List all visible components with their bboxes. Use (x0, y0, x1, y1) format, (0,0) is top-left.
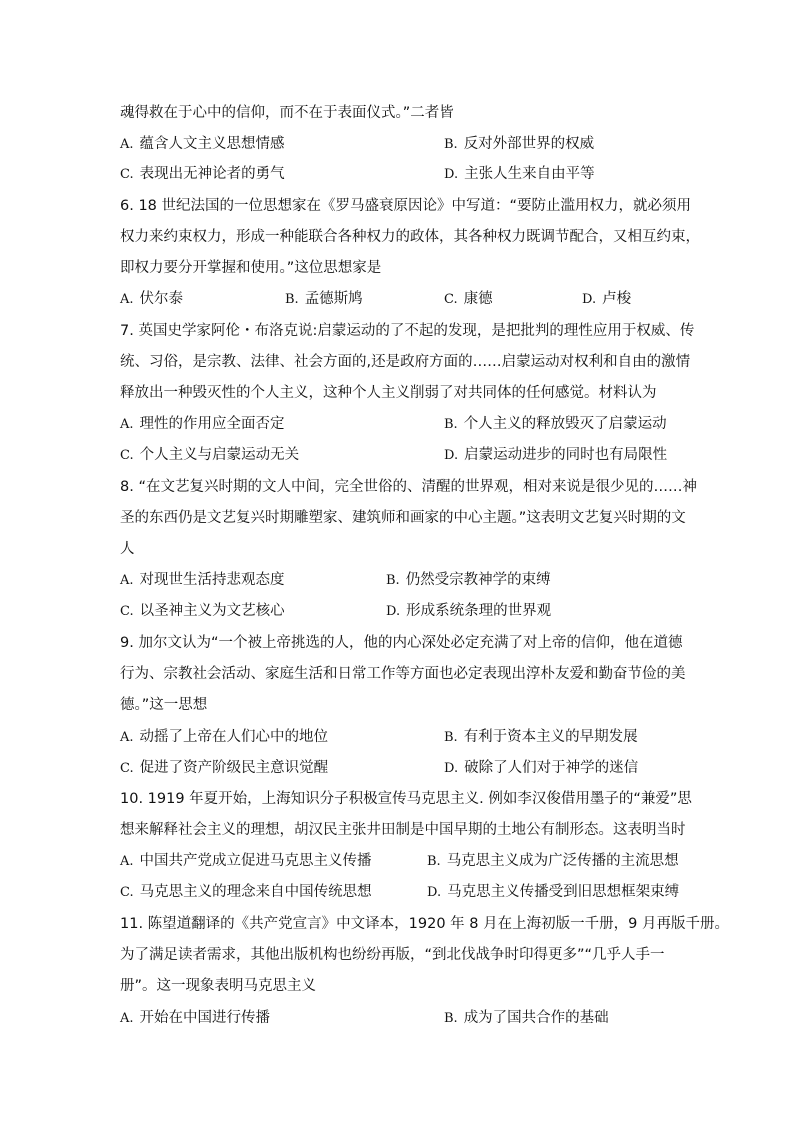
option-text: 马克思主义成为广泛传播的主流思想 (446, 853, 679, 869)
option-text: 个人主义与启蒙运动无关 (139, 447, 300, 463)
option-letter: B. (444, 1011, 458, 1026)
question-8-line-3: 人 (120, 541, 135, 557)
option-text: 康德 (463, 291, 493, 307)
option-letter: A. (120, 730, 134, 745)
q7-option-c (120, 445, 299, 466)
question-8-line-1: 8. “在文艺复兴时期的文人中间，完全世俗的、清醒的世界观，相对来说是很少见的……神 (120, 479, 697, 495)
option-text: 成为了国共合作的基础 (463, 1010, 609, 1026)
question-10-line-2: 想来解释社会主义的理想，胡汉民主张井田制是中国早期的土地公有制形态。这表明当时 (120, 822, 686, 838)
option-text: 伏尔泰 (139, 291, 184, 307)
question-6-line-2: 权力来约束权力，形成一种能联合各种权力的政体，其各种权力既调节配合，又相互约束， (120, 229, 700, 245)
option-text: 以圣神主义为文艺核心 (139, 603, 285, 619)
option-letter: D. (386, 604, 401, 619)
q10-option-a (120, 851, 372, 872)
option-letter: B. (444, 137, 458, 152)
option-text: 个人主义的释放毁灭了启蒙运动 (463, 416, 667, 432)
question-11-line-2: 为了满足读者需求，其他出版机构也纷纷再版，“到北伐战争时印得更多”“几乎人手一 (120, 947, 665, 963)
option-text: 促进了资产阶级民主意识觉醒 (139, 760, 329, 776)
option-text: 对现世生活持悲观态度 (139, 572, 285, 588)
option-letter: C. (444, 292, 458, 307)
option-letter: B. (444, 417, 458, 432)
option-letter: B. (386, 573, 400, 588)
option-letter: B. (285, 292, 299, 307)
option-text: 有利于资本主义的早期发展 (463, 729, 638, 745)
q5-option-c (120, 164, 285, 185)
q10-option-d (427, 882, 679, 903)
option-letter: B. (444, 730, 458, 745)
q10-option-b (427, 851, 679, 872)
option-letter: A. (120, 417, 134, 432)
option-text: 表现出无神论者的勇气 (139, 166, 285, 182)
option-text: 开始在中国进行传播 (139, 1010, 271, 1026)
q5-option-a (120, 134, 285, 155)
option-letter: C. (120, 604, 134, 619)
option-letter: D. (582, 292, 597, 307)
option-text: 卢梭 (602, 291, 632, 307)
question-5-tail: 魂得救在于心中的信仰，而不在于表面仪式。”二者皆 (120, 105, 454, 121)
option-letter: D. (444, 167, 459, 182)
q8-option-d (386, 601, 551, 622)
q6-option-c (444, 289, 493, 310)
question-6-line-3: 即权力要分开掌握和使用。”这位思想家是 (120, 260, 382, 276)
q7-option-b (444, 414, 667, 435)
option-text: 中国共产党成立促进马克思主义传播 (139, 853, 372, 869)
q9-option-b (444, 727, 638, 748)
q7-option-d (444, 445, 667, 466)
option-text: 反对外部世界的权威 (463, 136, 595, 152)
q9-option-a (120, 727, 328, 748)
option-letter: A. (120, 137, 134, 152)
q5-option-b (444, 134, 594, 155)
option-letter: B. (427, 854, 441, 869)
option-text: 仍然受宗教神学的束缚 (405, 572, 551, 588)
option-text: 马克思主义传播受到旧思想框架束缚 (447, 884, 680, 900)
option-letter: C. (120, 761, 134, 776)
option-text: 形成系统条理的世界观 (406, 603, 552, 619)
option-letter: C. (120, 448, 134, 463)
question-7-line-2: 统、习俗，是宗教、法律、社会方面的,还是政府方面的……启蒙运动对权利和自由的激情 (120, 354, 691, 370)
option-letter: A. (120, 1011, 134, 1026)
option-letter: A. (120, 854, 134, 869)
option-text: 动摇了上帝在人们心中的地位 (139, 729, 329, 745)
option-text: 启蒙运动进步的同时也有局限性 (464, 447, 668, 463)
q10-option-c (120, 882, 372, 903)
q8-option-a (120, 570, 285, 591)
option-letter: D. (444, 448, 459, 463)
question-7-line-1: 7. 英国史学家阿伦・布洛克说:启蒙运动的了不起的发现，是把批判的理性应用于权威、传 (120, 323, 695, 339)
q6-option-d (582, 289, 631, 310)
option-text: 马克思主义的理念来自中国传统思想 (139, 884, 372, 900)
option-text: 孟德斯鸠 (304, 291, 363, 307)
option-letter: C. (120, 167, 134, 182)
question-11-line-3: 册”。这一现象表明马克思主义 (120, 978, 317, 994)
q6-option-b (285, 289, 363, 310)
q9-option-c (120, 758, 328, 779)
q6-option-a (120, 289, 183, 310)
option-letter: D. (444, 761, 459, 776)
question-9-line-2: 行为、宗教社会活动、家庭生活和日常工作等方面也必定表现出淳朴友爱和勤奋节俭的美 (120, 666, 686, 682)
option-letter: C. (120, 885, 134, 900)
q8-option-c (120, 601, 285, 622)
q11-option-b (444, 1008, 609, 1029)
option-letter: A. (120, 292, 134, 307)
option-text: 主张人生来自由平等 (464, 166, 595, 182)
option-text: 理性的作用应全面否定 (139, 416, 285, 432)
option-letter: A. (120, 573, 134, 588)
option-letter: D. (427, 885, 442, 900)
q8-option-b (386, 570, 551, 591)
question-9-line-1: 9. 加尔文认为“一个被上帝挑选的人，他的内心深处必定充满了对上帝的信仰，他在道德 (120, 635, 683, 651)
question-11-line-1: 11. 陈望道翻译的《共产党宣言》中文译本，1920 年 8 月在上海初版一千册，9 月再版千册。 (120, 916, 729, 932)
q7-option-a (120, 414, 285, 435)
question-8-line-2: 圣的东西仍是文艺复兴时期雕塑家、建筑师和画家的中心主题。”这表明文艺复兴时期的文 (120, 510, 686, 526)
question-9-line-3: 德。”这一思想 (120, 697, 208, 713)
question-7-line-3: 释放出一种毁灭性的个人主义，这种个人主义削弱了对共同体的任何感觉。材料认为 (120, 385, 657, 401)
question-10-line-1: 10. 1919 年夏开始，上海知识分子积极宣传马克思主义. 例如李汉俊借用墨子的“兼爱”思 (120, 791, 692, 807)
option-text: 蕴含人文主义思想情感 (139, 136, 285, 152)
question-6-line-1: 6. 18 世纪法国的一位思想家在《罗马盛衰原因论》中写道：“要防止滥用权力，就必须用 (120, 198, 692, 214)
q11-option-a (120, 1008, 270, 1029)
option-text: 破除了人们对于神学的迷信 (464, 760, 639, 776)
q5-option-d (444, 164, 595, 185)
q9-option-d (444, 758, 638, 779)
